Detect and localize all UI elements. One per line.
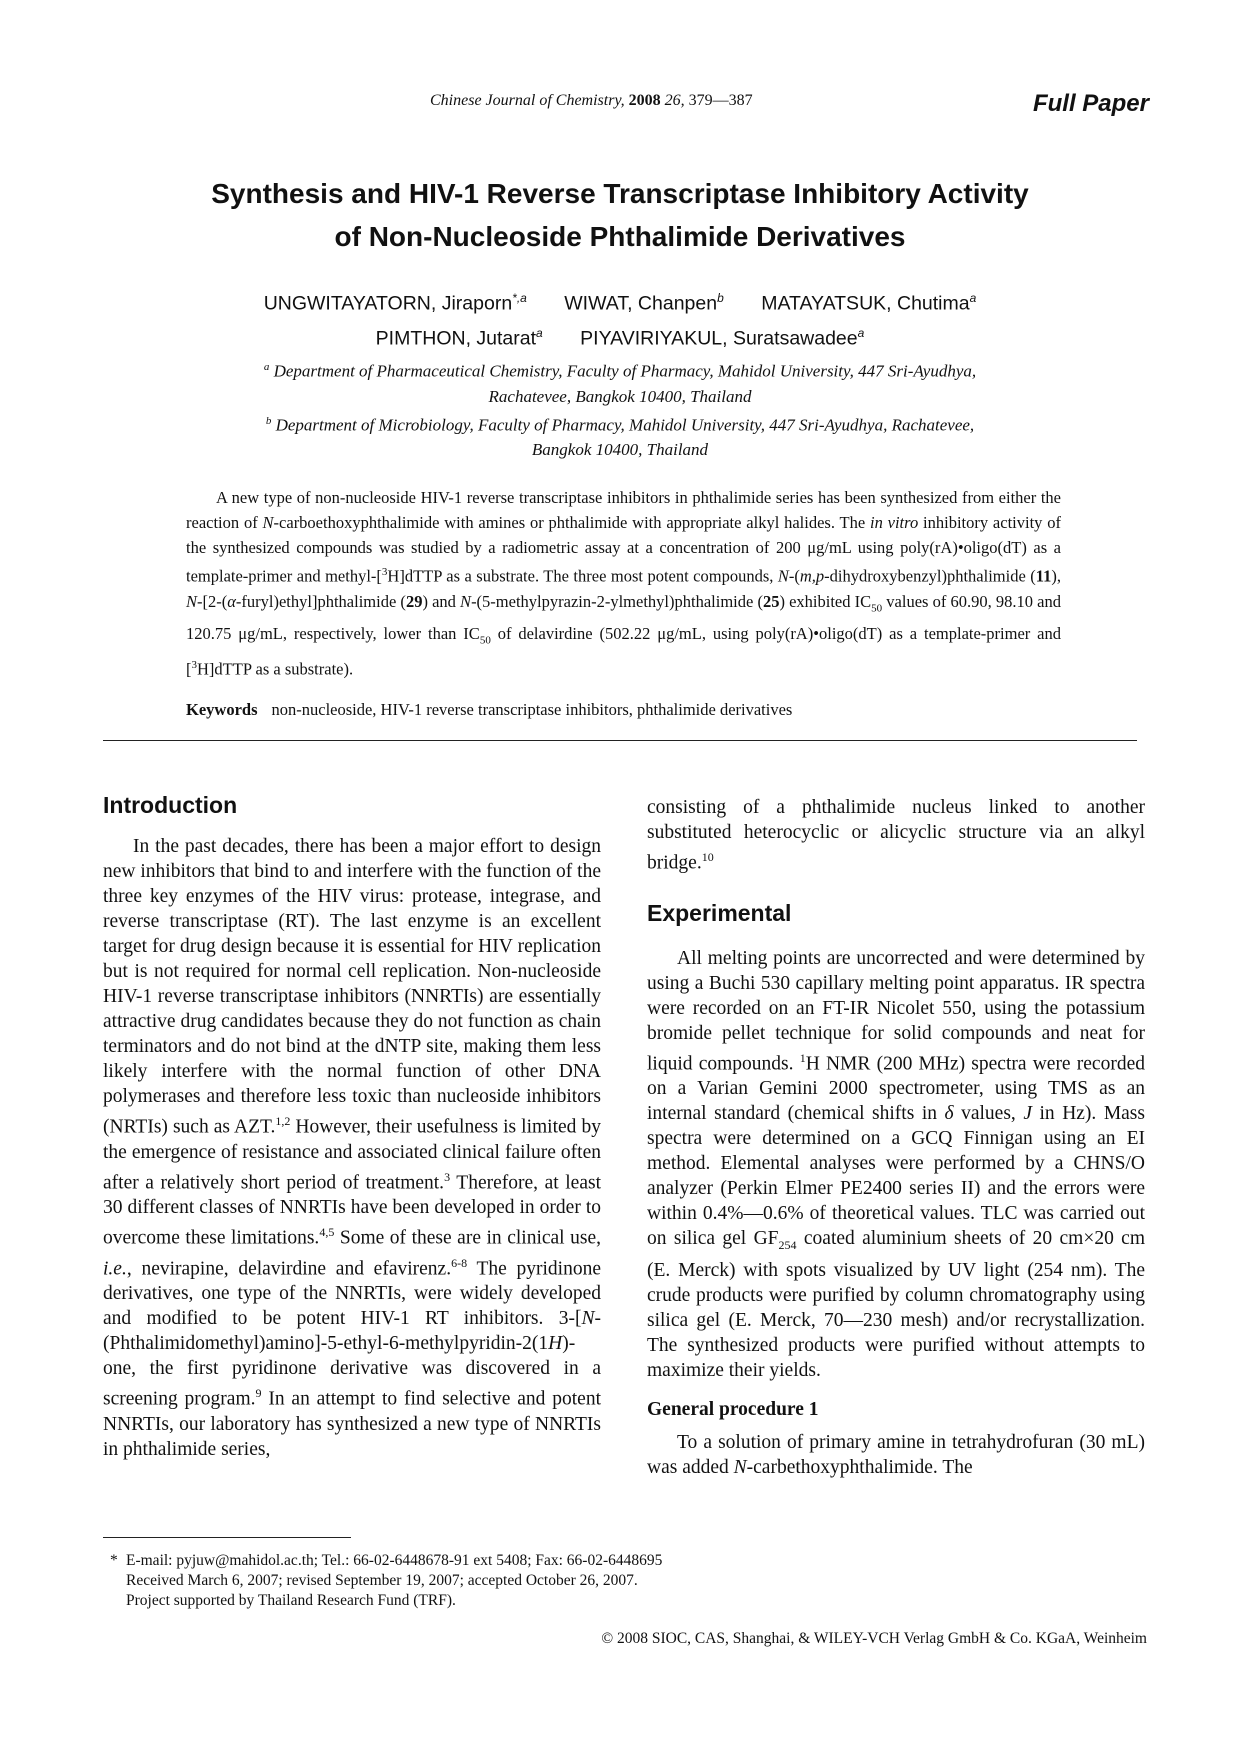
- body-text: consisting of a phthalimide nucleus linked to another substituted heterocyclic or alicyclic structure via an alkyl bridge.: [647, 797, 1145, 874]
- footnote-contact: E-mail: pyjuw@mahidol.ac.th; Tel.: 66-02-6448678-91 ext 5408; Fax: 66-02-6448695: [126, 1552, 663, 1569]
- author-4-mark: a: [536, 325, 543, 340]
- body-italic: i.e.: [103, 1258, 127, 1279]
- section-divider: [103, 740, 1137, 741]
- author-2: WIWAT, Chanpen: [564, 292, 718, 315]
- experimental-paragraph: [647, 946, 1145, 1383]
- footnote-mark: *: [110, 1552, 118, 1569]
- copyright-notice: © 2008 SIOC, CAS, Shanghai, & WILEY-VCH Verlag GmbH & Co. KGaA, Weinheim: [601, 1630, 1147, 1647]
- keywords: [186, 700, 1066, 720]
- citation-ref: 9: [255, 1386, 262, 1400]
- citation-ref: 3: [444, 1169, 451, 1184]
- author-2-mark: b: [717, 291, 724, 305]
- footnote-divider: [103, 1537, 351, 1538]
- introduction-continuation: [647, 795, 1145, 876]
- body-text: To a solution of primary amine in tetrahydrofuran (30 mL) was added: [647, 1431, 1145, 1478]
- abstract-italic: N: [186, 591, 198, 611]
- article-type: Full Paper: [1032, 90, 1149, 117]
- abstract-italic: N: [262, 513, 274, 532]
- body-text: All melting points are uncorrected and were determined by using a Buchi 530 capillary melting point apparatus. IR spectra were recorded on an FT-IR Nicolet 550, using the potassium bromide pellet technique for solid compounds and neat for liquid compounds.: [647, 947, 1145, 1074]
- body-text: In an attempt to find selective and potent NNRTIs, our laboratory has synthesized a new type of NNRTIs in phthalimide series,: [103, 1388, 601, 1460]
- body-text: However, their usefulness is limited by the emergence of resistance and associated clinical failure often after a relatively short period of treatment.: [103, 1116, 601, 1193]
- journal-year: 2008: [628, 92, 661, 109]
- abstract-text: ),: [1051, 566, 1061, 586]
- author-5-mark: a: [857, 325, 865, 340]
- body-text: Some of these are in clinical use,: [334, 1227, 601, 1249]
- body-text: coated aluminium sheets of 20 cm×20 cm (E. Merck) with spots visualized by UV light (254 nm). The crude products were purified by column chromatography using silica gel (E. Merck, 70—230 mesh) and/or recrystallization. The synthesized products were purified without attempts to maximize their yields.: [647, 1228, 1146, 1381]
- affil-a-line-2: Rachatevee, Bangkok 10400, Thailand: [488, 386, 752, 406]
- abstract-text: -carboethoxyphthalimide with amines or phthalimide with appropriate alkyl halides. The: [273, 513, 870, 532]
- body-italic: N: [733, 1456, 747, 1478]
- keywords-label: Keywords: [186, 700, 258, 719]
- left-column: [103, 790, 601, 1462]
- journal-name: Chinese Journal of Chemistry,: [430, 92, 625, 109]
- body-italic: H: [548, 1333, 563, 1354]
- compound-number: 11: [1035, 566, 1052, 586]
- affil-a-mark: a: [263, 361, 270, 373]
- body-subscript: 254: [778, 1237, 797, 1252]
- title-line-1: Synthesis and HIV-1 Reverse Transcriptase Inhibitory Activity: [211, 178, 1029, 209]
- author-5: PIYAVIRIYAKUL, Suratsawadee: [580, 327, 858, 349]
- abstract-text: -[2-(: [197, 591, 228, 611]
- abstract-subscript: 50: [871, 601, 883, 614]
- abstract-text: ) exhibited IC: [779, 591, 872, 611]
- title-line-2: of Non-Nucleoside Phthalimide Derivatives: [334, 221, 906, 252]
- citation-ref: 6-8: [451, 1255, 468, 1270]
- journal-pages: 379—387: [688, 92, 753, 109]
- abstract-italic: in vitro: [869, 513, 919, 532]
- abstract-text: inhibitory activity of the synthesized compounds was studied by a radiometric assay at a concentration of 200 μg/mL using poly(rA)•oligo(dT) as a template-primer and methyl-[: [186, 513, 1061, 586]
- keywords-text: non-nucleoside, HIV-1 reverse transcriptase inhibitors, phthalimide derivatives: [271, 700, 793, 719]
- citation-ref: 1,2: [275, 1114, 291, 1128]
- body-italic: N: [581, 1308, 595, 1329]
- affiliations: [160, 355, 1080, 462]
- compound-number: 25: [762, 591, 780, 611]
- abstract-subscript: 50: [479, 634, 491, 647]
- body-text: values,: [953, 1103, 1024, 1124]
- body-text: The pyridinone derivatives, one type of the NNRTIs, were widely developed and modified to be potent HIV-1 RT inhibitors. 3-[: [103, 1258, 601, 1329]
- paper-title: [100, 172, 1140, 258]
- citation-ref: 10: [701, 850, 714, 864]
- affil-b-line-1: Department of Microbiology, Faculty of Pharmacy, Mahidol University, 447 Sri-Ayudhya, Rachatevee,: [275, 415, 975, 435]
- affil-b-line-2: Bangkok 10400, Thailand: [531, 440, 709, 460]
- abstract-superscript: 3: [191, 659, 197, 672]
- author-1-mark: *,a: [512, 291, 527, 305]
- abstract-text: H]dTTP as a substrate).: [197, 659, 354, 679]
- right-column: [647, 795, 1145, 1480]
- author-4: PIMTHON, Jutarat: [375, 327, 537, 349]
- body-text: )-one, the first pyridinone derivative was discovered in a screening program.: [103, 1333, 601, 1410]
- abstract: [186, 485, 1061, 682]
- body-italic: J: [1023, 1103, 1032, 1124]
- abstract-text: -(: [788, 566, 800, 586]
- body-text: H NMR (200 MHz) spectra were recorded on a Varian Gemini 2000 spectrometer, using TMS as an internal standard (chemical shifts in: [647, 1053, 1145, 1124]
- abstract-text: values of 60.90, 98.10 and 120.75 μg/mL, respectively, lower than IC: [186, 591, 1061, 643]
- footnote: [110, 1551, 1026, 1611]
- abstract-text: -(5-methylpyrazin-2-ylmethyl)phthalimide (: [471, 591, 763, 611]
- general-procedure-heading: General procedure 1: [647, 1398, 819, 1420]
- introduction-paragraph: [103, 834, 601, 1462]
- body-superscript: 1: [799, 1050, 806, 1065]
- body-text: In the past decades, there has been a major effort to design new inhibitors that bind to and interfere with the function of the three key enzymes of the HIV virus: protease, integrase, and reverse transcriptase (RT). The last enzyme is an excellent target for drug design because it is essential for HIV replication but is not required for normal cell replication. Non-nucleoside HIV-1 reverse transcriptase inhibitors (NNRTIs) are essentially attractive drug candidates because they do not function as chain terminators and do not bind at the dNTP site, making them less likely interfere with the normal function of other DNA polymerases and therefore less toxic than nucleoside inhibitors (NRTIs) such as AZT.: [103, 836, 601, 1138]
- body-text: in Hz). Mass spectra were determined on a GCQ Finnigan using an EI method. Elemental analyses were performed by a CHNS/O analyzer (Perkin Elmer PE2400 series II) and the errors were within 0.4%—0.6% of theoretical values. TLC was carried out on silica gel GF: [647, 1103, 1145, 1249]
- general-procedure-paragraph: [647, 1430, 1145, 1480]
- experimental-heading: Experimental: [647, 899, 792, 926]
- abstract-text: -furyl)ethyl]phthalimide (: [235, 591, 406, 611]
- abstract-italic: α: [227, 591, 236, 611]
- abstract-superscript: 3: [381, 566, 388, 578]
- compound-number: 29: [405, 591, 423, 611]
- author-3-mark: a: [969, 291, 977, 305]
- abstract-italic: N: [777, 566, 789, 586]
- journal-citation: [430, 92, 850, 110]
- footnote-funding: Project supported by Thailand Research Fund (TRF).: [126, 1592, 456, 1609]
- author-3: MATAYATSUK, Chutima: [761, 292, 970, 315]
- abstract-text: of delavirdine (502.22 μg/mL, using poly(rA)•oligo(dT) as a template-primer and [: [186, 623, 1061, 679]
- body-text: -carbethoxyphthalimide. The: [746, 1456, 973, 1478]
- introduction-heading: Introduction: [103, 792, 238, 818]
- abstract-text: -dihydroxybenzyl)phthalimide (: [824, 566, 1036, 586]
- body-text: , nevirapine, delavirdine and efavirenz.: [126, 1258, 452, 1279]
- abstract-italic: N: [460, 591, 472, 611]
- affil-a-line-1: Department of Pharmaceutical Chemistry, Faculty of Pharmacy, Mahidol University, 447 Sri-Ayudhya,: [273, 361, 977, 381]
- body-text: -(Phthalimidomethyl)amino]-5-ethyl-6-methylpyridin-2(1: [103, 1308, 601, 1354]
- citation-ref: 4,5: [319, 1225, 335, 1239]
- author-1: UNGWITAYATORN, Jiraporn: [263, 292, 513, 315]
- footnote-dates: Received March 6, 2007; revised September 19, 2007; accepted October 26, 2007.: [126, 1572, 638, 1589]
- affil-b-mark: b: [265, 414, 272, 427]
- abstract-italic: m,p: [799, 566, 825, 586]
- abstract-text: ) and: [422, 591, 461, 611]
- body-italic: δ: [944, 1103, 954, 1124]
- abstract-text: A new type of non-nucleoside HIV-1 reverse transcriptase inhibitors in phthalimide series has been synthesized from either the reaction of: [186, 488, 1061, 532]
- body-text: Therefore, at least 30 different classes of NNRTIs have been developed in order to overcome these limitations.: [103, 1172, 601, 1249]
- journal-volume: 26,: [664, 92, 685, 109]
- author-list: [100, 284, 1140, 353]
- abstract-text: H]dTTP as a substrate. The three most potent compounds,: [387, 566, 778, 586]
